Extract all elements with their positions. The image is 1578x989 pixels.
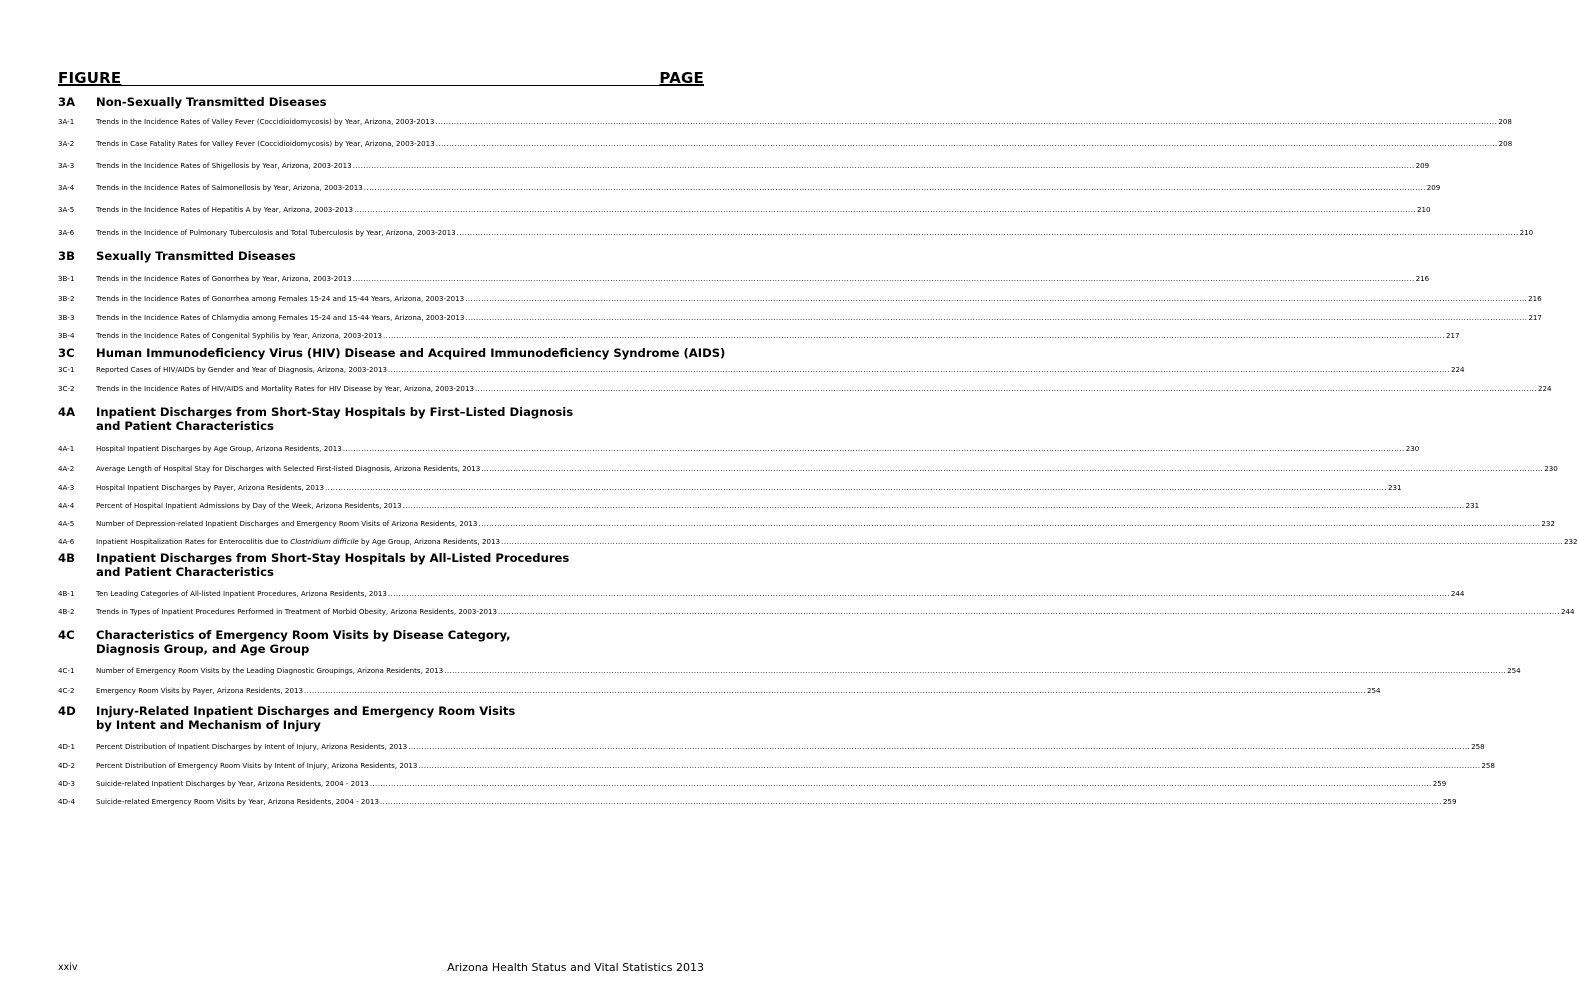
figure-number: 3A-1 <box>58 117 75 126</box>
dot-leader: ................................................................................................................................................................................................................................................................................................................................................................................................................ <box>456 228 1519 237</box>
dot-leader: ................................................................................................................................................................................................................................................................................................................................................................................................................ <box>435 117 1498 126</box>
toc-entry[interactable] <box>58 161 1430 171</box>
figure-number: 3A-2 <box>58 139 75 148</box>
toc-entry[interactable] <box>58 274 1430 284</box>
figure-title-part: Percent Distribution of Inpatient Discharges by Intent of Injury, Arizona Residents, 2013 <box>96 742 408 751</box>
figure-number: 4A-2 <box>58 464 75 473</box>
column-header <box>58 69 704 86</box>
section-title-line: by Intent and Mechanism of Injury <box>96 718 321 732</box>
toc-entry[interactable] <box>58 537 1578 547</box>
figure-number: 4D-4 <box>58 797 76 806</box>
toc-entry[interactable] <box>58 686 1381 696</box>
dot-leader: ................................................................................................................................................................................................................................................................................................................................................................................................................ <box>324 483 1387 492</box>
figure-title-part: Ten Leading Categories of All-listed Inpatient Procedures, Arizona Residents, 2013 <box>96 589 387 598</box>
figure-title <box>96 365 387 375</box>
figure-title <box>96 607 497 617</box>
toc-entry[interactable] <box>58 205 1431 215</box>
section-title <box>96 628 511 656</box>
page-reference: 244 <box>1450 589 1465 598</box>
dot-leader: ................................................................................................................................................................................................................................................................................................................................................................................................................ <box>369 779 1432 788</box>
figure-title <box>96 589 387 599</box>
figure-title-part: Percent Distribution of Emergency Room Visits by Intent of Injury, Arizona Residents, 2013 <box>96 761 418 770</box>
toc-page <box>58 0 1578 989</box>
page-reference: 209 <box>1415 161 1430 170</box>
dot-leader: ................................................................................................................................................................................................................................................................................................................................................................................................................ <box>379 797 1442 806</box>
toc-entry[interactable] <box>58 183 1441 193</box>
section-title <box>96 405 573 433</box>
toc-entry[interactable] <box>58 365 1465 375</box>
page-reference: 254 <box>1366 686 1381 695</box>
figure-title <box>96 384 474 394</box>
dot-leader: ................................................................................................................................................................................................................................................................................................................................................................................................................ <box>498 607 1560 616</box>
figure-number: 3A-5 <box>58 205 75 214</box>
dot-leader: ................................................................................................................................................................................................................................................................................................................................................................................................................ <box>303 686 1366 695</box>
figure-number: 4D-1 <box>58 742 76 751</box>
section-number: 4A <box>58 405 76 419</box>
figure-number: 3B-4 <box>58 331 75 340</box>
figure-title-part: Hospital Inpatient Discharges by Age Group, Arizona Residents, 2013 <box>96 444 342 453</box>
figure-title <box>96 331 382 341</box>
dot-leader: ................................................................................................................................................................................................................................................................................................................................................................................................................ <box>435 139 1498 148</box>
page-column-label: PAGE <box>659 69 704 87</box>
page-reference: 258 <box>1471 742 1485 751</box>
page-reference: 208 <box>1498 139 1513 148</box>
figure-title-part: Trends in Case Fatality Rates for Valley Fever (Coccidioidomycosis) by Year, Arizona, 2003-2013 <box>96 139 435 148</box>
figure-title-part: Hospital Inpatient Discharges by Payer, Arizona Residents, 2013 <box>96 483 324 492</box>
page-reference: 254 <box>1507 666 1521 675</box>
figure-title <box>96 742 407 752</box>
toc-entry[interactable] <box>58 464 1558 474</box>
dot-leader: ................................................................................................................................................................................................................................................................................................................................................................................................................ <box>352 161 1415 170</box>
page-reference: 208 <box>1498 117 1512 126</box>
toc-entry[interactable] <box>58 228 1534 238</box>
figure-title-part: Trends in Types of Inpatient Procedures Performed in Treatment of Morbid Obesity, Arizona Residents, 2003-2013 <box>96 607 498 616</box>
dot-leader: ................................................................................................................................................................................................................................................................................................................................................................................................................ <box>354 205 1417 214</box>
figure-title-part: Trends in the Incidence Rates of Hepatitis A by Year, Arizona, 2003-2013 <box>96 205 354 214</box>
figure-title <box>96 666 443 676</box>
figure-title <box>96 686 303 696</box>
figure-title <box>96 797 379 807</box>
figure-title-part: Trends in the Incidence Rates of Gonorrhea among Females 15-24 and 15-44 Years, Arizona, 2003-2013 <box>96 294 465 303</box>
figure-number: 3C-2 <box>58 384 75 393</box>
section-title-line: Inpatient Discharges from Short-Stay Hospitals by First–Listed Diagnosis <box>96 405 574 419</box>
figure-number: 4A-4 <box>58 501 75 510</box>
figure-title-part: Trends in the Incidence Rates of Gonorrhea by Year, Arizona, 2003-2013 <box>96 274 352 283</box>
figure-number: 4C-1 <box>58 666 75 675</box>
figure-title <box>96 779 369 789</box>
figure-title <box>96 444 342 454</box>
section-number: 3B <box>58 249 75 263</box>
page-reference: 230 <box>1405 444 1420 453</box>
figure-title <box>96 537 500 547</box>
figure-number: 3B-2 <box>58 294 75 303</box>
section-title-line: Injury-Related Inpatient Discharges and Emergency Room Visits <box>96 704 516 718</box>
dot-leader: ................................................................................................................................................................................................................................................................................................................................................................................................................ <box>474 384 1537 393</box>
figure-title-part: Suicide-related Inpatient Discharges by Year, Arizona Residents, 2004 - 2013 <box>96 779 369 788</box>
figure-title <box>96 139 435 149</box>
toc-entry[interactable] <box>58 742 1485 752</box>
page-reference: 216 <box>1415 274 1430 283</box>
figure-title-part: Trends in the Incidence of Pulmonary Tuberculosis and Total Tuberculosis by Year, Arizona, 2003-2013 <box>96 228 456 237</box>
toc-entry[interactable] <box>58 331 1460 341</box>
figure-number: 4B-2 <box>58 607 75 616</box>
section-number: 3A <box>58 95 76 109</box>
section-title-line: Characteristics of Emergency Room Visits by Disease Category, <box>96 628 511 642</box>
figure-title-part: Emergency Room Visits by Payer, Arizona Residents, 2013 <box>96 686 303 695</box>
dot-leader: ................................................................................................................................................................................................................................................................................................................................................................................................................ <box>465 313 1528 322</box>
figure-number: 4C-2 <box>58 686 75 695</box>
toc-entry[interactable] <box>58 117 1512 127</box>
section-number: 4D <box>58 704 76 718</box>
figure-title-part: Trends in the Incidence Rates of Salmonellosis by Year, Arizona, 2003-2013 <box>96 183 363 192</box>
toc-entry[interactable] <box>58 779 1447 789</box>
toc-entry[interactable] <box>58 444 1420 454</box>
figure-title-part: Clostridium difficile <box>290 537 359 546</box>
toc-entry[interactable] <box>58 483 1402 493</box>
figure-number: 3A-3 <box>58 161 75 170</box>
dot-leader: ................................................................................................................................................................................................................................................................................................................................................................................................................ <box>387 589 1450 598</box>
figure-title <box>96 205 353 215</box>
page-reference: 259 <box>1432 779 1447 788</box>
page-reference: 230 <box>1544 464 1558 473</box>
figure-title <box>96 483 324 493</box>
toc-entry[interactable] <box>58 313 1542 323</box>
figure-number: 3C-1 <box>58 365 75 374</box>
toc-entry[interactable] <box>58 761 1495 771</box>
section-title-line: Human Immunodeficiency Virus (HIV) Disease and Acquired Immunodeficiency Syndrome (AIDS) <box>96 346 726 360</box>
figure-number: 3B-3 <box>58 313 75 322</box>
figure-title <box>96 761 417 771</box>
section-title <box>96 249 296 263</box>
toc-entry[interactable] <box>58 797 1457 807</box>
figure-title <box>96 274 352 284</box>
figure-title-part: Number of Depression-related Inpatient Discharges and Emergency Room Visits of Arizona Residents, 2013 <box>96 519 478 528</box>
toc-entry[interactable] <box>58 384 1552 394</box>
figure-number: 4B-1 <box>58 589 75 598</box>
section-number: 4C <box>58 628 75 642</box>
publication-title: Arizona Health Status and Vital Statistics 2013 <box>447 961 704 974</box>
figure-number: 4D-3 <box>58 779 76 788</box>
figure-title <box>96 183 363 193</box>
page-reference: 210 <box>1417 205 1431 214</box>
section-number: 4B <box>58 551 75 565</box>
section-title <box>96 551 569 579</box>
dot-leader: ................................................................................................................................................................................................................................................................................................................................................................................................................ <box>388 365 1450 374</box>
toc-entry[interactable] <box>58 139 1513 149</box>
toc-entry[interactable] <box>58 501 1480 511</box>
page-reference: 258 <box>1481 761 1495 770</box>
page-reference: 216 <box>1528 294 1542 303</box>
page-reference: 210 <box>1519 228 1534 237</box>
figure-title <box>96 161 352 171</box>
figure-title-part: Trends in the Incidence Rates of Shigellosis by Year, Arizona, 2003-2013 <box>96 161 352 170</box>
dot-leader: ................................................................................................................................................................................................................................................................................................................................................................................................................ <box>382 331 1445 340</box>
section-title <box>96 346 725 360</box>
page-reference: 217 <box>1445 331 1460 340</box>
dot-leader: ................................................................................................................................................................................................................................................................................................................................................................................................................ <box>408 742 1471 751</box>
figure-title <box>96 313 464 323</box>
dot-leader: ................................................................................................................................................................................................................................................................................................................................................................................................................ <box>342 444 1405 453</box>
figure-title-part: Trends in the Incidence Rates of HIV/AIDS and Mortality Rates for HIV Disease by Year, Arizona, 2003-2013 <box>96 384 474 393</box>
toc-entry[interactable] <box>58 607 1575 617</box>
toc-entry[interactable] <box>58 589 1465 599</box>
figure-title <box>96 501 402 511</box>
page-reference: 217 <box>1528 313 1542 322</box>
figure-title <box>96 117 434 127</box>
page-reference: 244 <box>1560 607 1575 616</box>
dot-leader: ................................................................................................................................................................................................................................................................................................................................................................................................................ <box>418 761 1481 770</box>
figure-number: 3A-6 <box>58 228 75 237</box>
page-reference: 259 <box>1442 797 1457 806</box>
figure-title <box>96 464 480 474</box>
figure-title <box>96 519 477 529</box>
page-reference: 232 <box>1564 537 1578 546</box>
figure-title-part: Trends in the Incidence Rates of Congenital Syphilis by Year, Arizona, 2003-2013 <box>96 331 382 340</box>
dot-leader: ................................................................................................................................................................................................................................................................................................................................................................................................................ <box>481 464 1544 473</box>
page-reference: 232 <box>1541 519 1555 528</box>
figure-number: 4A-1 <box>58 444 75 453</box>
figure-title-part: Suicide-related Emergency Room Visits by Year, Arizona Residents, 2004 - 2013 <box>96 797 379 806</box>
figure-title <box>96 228 456 238</box>
toc-entry[interactable] <box>58 519 1555 529</box>
figure-title <box>96 294 464 304</box>
section-title-line: Diagnosis Group, and Age Group <box>96 642 310 656</box>
figure-number: 4D-2 <box>58 761 76 770</box>
dot-leader: ................................................................................................................................................................................................................................................................................................................................................................................................................ <box>465 294 1528 303</box>
section-title-line: and Patient Characteristics <box>96 565 274 579</box>
dot-leader: ................................................................................................................................................................................................................................................................................................................................................................................................................ <box>363 183 1426 192</box>
section-title-line: Sexually Transmitted Diseases <box>96 249 296 263</box>
section-title-line: Inpatient Discharges from Short-Stay Hospitals by All-Listed Procedures <box>96 551 570 565</box>
figure-number: 3B-1 <box>58 274 75 283</box>
figure-title-part: Number of Emergency Room Visits by the Leading Diagnostic Groupings, Arizona Residents, 2013 <box>96 666 444 675</box>
figure-title-part: by Age Group, Arizona Residents, 2013 <box>358 537 501 546</box>
section-title-line: Non-Sexually Transmitted Diseases <box>96 95 327 109</box>
page-reference: 224 <box>1537 384 1552 393</box>
page-number: xxiv <box>58 962 78 973</box>
page-reference: 231 <box>1387 483 1402 492</box>
figure-number: 4A-6 <box>58 537 75 546</box>
figure-title-part: Trends in the Incidence Rates of Chlamydia among Females 15-24 and 15-44 Years, Arizona, 2003-2013 <box>96 313 465 322</box>
section-title <box>96 95 327 109</box>
figure-number: 4A-5 <box>58 519 75 528</box>
page-reference: 224 <box>1450 365 1465 374</box>
figure-number: 3A-4 <box>58 183 75 192</box>
section-title <box>96 704 515 732</box>
dot-leader: ................................................................................................................................................................................................................................................................................................................................................................................................................ <box>444 666 1507 675</box>
figure-column-label: FIGURE <box>58 69 122 87</box>
page-reference: 209 <box>1426 183 1441 192</box>
dot-leader: ................................................................................................................................................................................................................................................................................................................................................................................................................ <box>352 274 1415 283</box>
dot-leader: ................................................................................................................................................................................................................................................................................................................................................................................................................ <box>402 501 1465 510</box>
section-title-line: and Patient Characteristics <box>96 419 274 433</box>
toc-entry[interactable] <box>58 666 1521 676</box>
section-number: 3C <box>58 346 75 360</box>
figure-number: 4A-3 <box>58 483 75 492</box>
figure-title-part: Trends in the Incidence Rates of Valley Fever (Coccidioidomycosis) by Year, Arizona, 2003-2013 <box>96 117 435 126</box>
dot-leader: ................................................................................................................................................................................................................................................................................................................................................................................................................ <box>501 537 1564 546</box>
toc-entry[interactable] <box>58 294 1542 304</box>
figure-title-part: Reported Cases of HIV/AIDS by Gender and Year of Diagnosis, Arizona, 2003-2013 <box>96 365 388 374</box>
figure-title-part: Average Length of Hospital Stay for Discharges with Selected First-listed Diagnosis, Arizona Residents, 2013 <box>96 464 481 473</box>
figure-title-part: Inpatient Hospitalization Rates for Enterocolitis due to <box>96 537 291 546</box>
dot-leader: ................................................................................................................................................................................................................................................................................................................................................................................................................ <box>478 519 1541 528</box>
figure-title-part: Percent of Hospital Inpatient Admissions by Day of the Week, Arizona Residents, 2013 <box>96 501 402 510</box>
page-reference: 231 <box>1465 501 1480 510</box>
